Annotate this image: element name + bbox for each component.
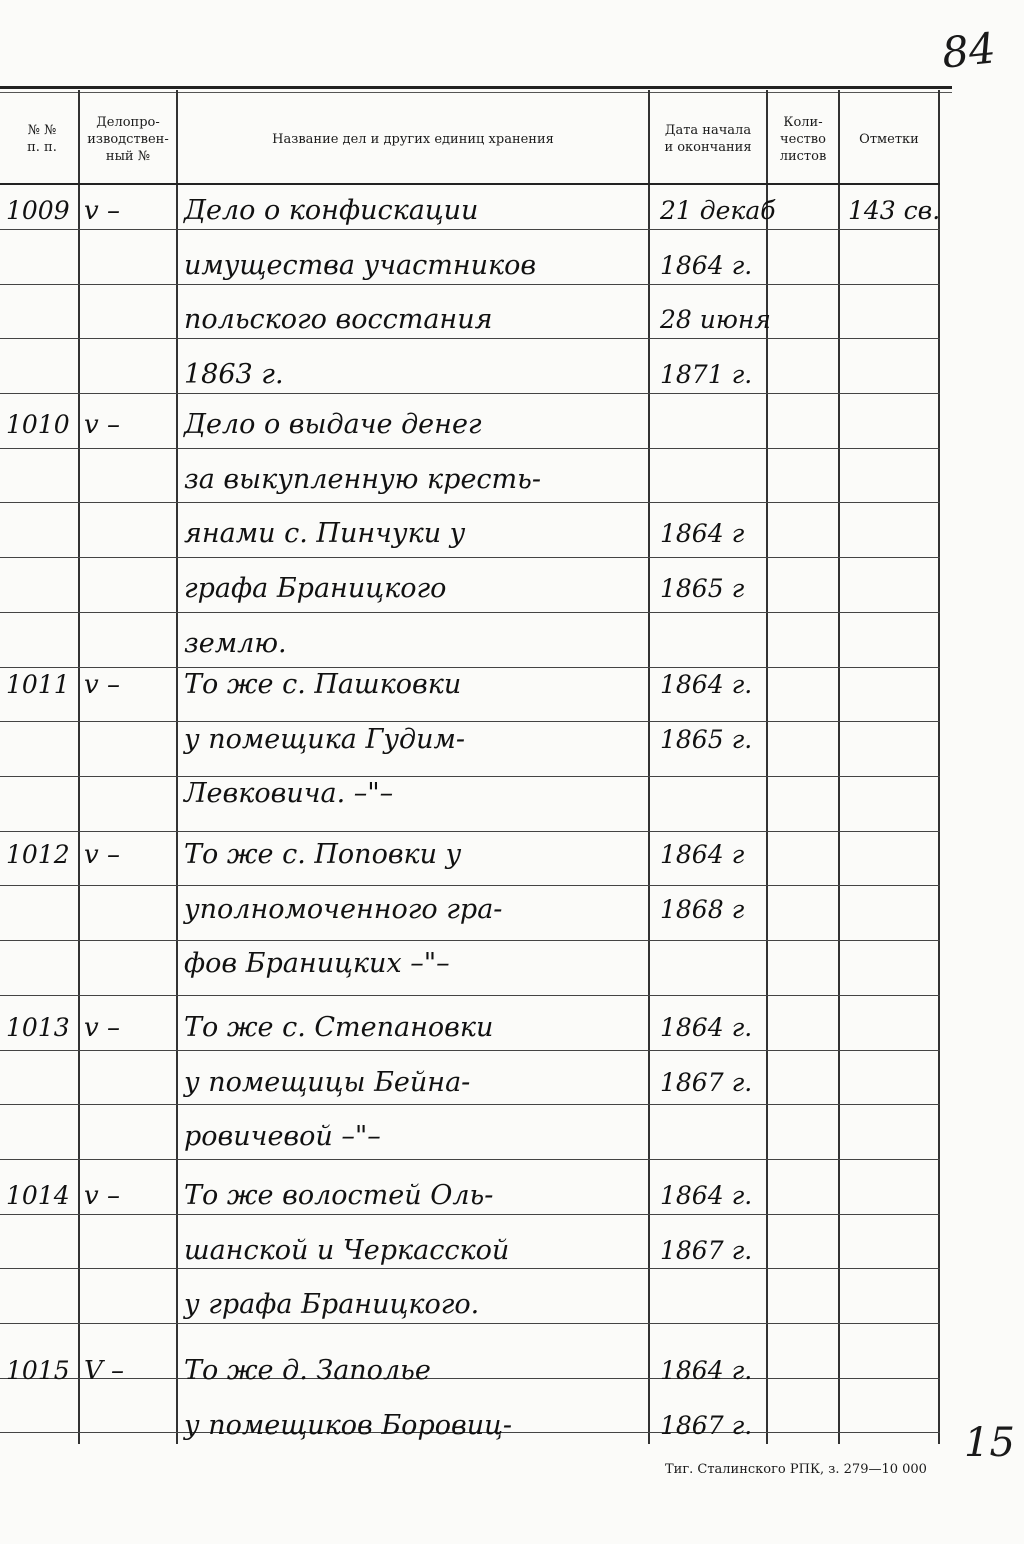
- ruled-line: [0, 557, 940, 558]
- header-title: Название дел и других единиц хранения: [272, 131, 554, 147]
- entry-check-mark: v –: [84, 840, 120, 870]
- entry-title-line: То же с. Степановки: [184, 1012, 494, 1043]
- ruled-line: [0, 1378, 940, 1379]
- entry-check-mark: V –: [84, 1356, 125, 1386]
- entry-title-line: землю.: [184, 628, 287, 659]
- entry-date: 1871 г.: [660, 360, 753, 389]
- ruled-line: [0, 940, 940, 941]
- entry-number: 1015: [6, 1356, 70, 1385]
- entry-title-line: шанской и Черкасской: [184, 1235, 510, 1266]
- entry-title-line: фов Браницких –"–: [184, 948, 450, 979]
- header-notes: Отметки: [859, 131, 919, 147]
- entry-date: 1865 г: [660, 574, 745, 603]
- header-office-num: Делопро- изводствен- ный №: [87, 114, 169, 164]
- print-footer: Тиг. Сталинского РПК, з. 279—10 000: [665, 1462, 927, 1477]
- entry-check-mark: v –: [84, 1181, 120, 1211]
- ruled-line: [0, 776, 940, 777]
- entry-check-mark: v –: [84, 670, 120, 700]
- entry-date: 1867 г.: [660, 1411, 753, 1440]
- ruled-line: [0, 1323, 940, 1324]
- col-divider-3: [648, 90, 650, 1444]
- header-dates: Дата начала и окончания: [664, 123, 752, 155]
- ruled-line: [0, 1050, 940, 1051]
- ruled-line: [0, 338, 940, 339]
- table-top-rule-inner: [0, 92, 952, 93]
- col-divider-1: [78, 90, 80, 1444]
- ruled-line: [0, 612, 940, 613]
- col-divider-5: [838, 90, 840, 1444]
- header-sheets: Коли- чество листов: [779, 114, 827, 164]
- ruled-line: [0, 721, 940, 722]
- entry-title-line: за выкупленную кресть-: [184, 464, 541, 495]
- entry-title-line: польского восстания: [184, 304, 493, 335]
- entry-title-line: графа Браницкого: [184, 573, 447, 604]
- entry-title-line: уполномоченного гра-: [184, 894, 503, 925]
- ruled-line: [0, 1268, 940, 1269]
- entry-date: 21 декаб: [660, 196, 776, 225]
- ruled-line: [0, 667, 940, 668]
- table-top-rule: [0, 86, 952, 89]
- entry-check-mark: v –: [84, 410, 120, 440]
- entry-title-line: Дело о выдаче денег: [184, 409, 482, 440]
- entry-title-line: у графа Браницкого.: [184, 1289, 480, 1320]
- entry-title-line: То же с. Поповки у: [184, 839, 462, 870]
- entry-check-mark: v –: [84, 196, 120, 226]
- entry-date: 1864 г.: [660, 1356, 753, 1385]
- entry-date: 1867 г.: [660, 1236, 753, 1265]
- ruled-line: [0, 448, 940, 449]
- entry-title-line: Левковича. –"–: [184, 778, 394, 809]
- corner-mark: 15: [964, 1420, 1015, 1466]
- col-divider-2: [176, 90, 178, 1444]
- entry-title-line: 1863 г.: [184, 359, 284, 390]
- ruled-line: [0, 1104, 940, 1105]
- ruled-line: [0, 1159, 940, 1160]
- entry-title-line: ровичевой –"–: [184, 1121, 381, 1152]
- entry-number: 1011: [6, 670, 70, 699]
- entry-title-line: То же волостей Оль-: [184, 1180, 494, 1211]
- entry-title-line: То же с. Пашковки: [184, 669, 462, 700]
- entry-date: 1864 г.: [660, 670, 753, 699]
- col-divider-4: [766, 90, 768, 1444]
- entry-number: 1014: [6, 1181, 70, 1210]
- entry-date: 1864 г: [660, 519, 745, 548]
- entry-number: 1013: [6, 1013, 70, 1042]
- entry-date: 1864 г.: [660, 1013, 753, 1042]
- ruled-line: [0, 995, 940, 996]
- entry-date: 1864 г.: [660, 1181, 753, 1210]
- entry-date: 1864 г.: [660, 251, 753, 280]
- entry-number: 1010: [6, 410, 70, 439]
- ruled-line: [0, 885, 940, 886]
- entry-date: 1864 г: [660, 840, 745, 869]
- entry-title-line: имущества участников: [184, 250, 537, 281]
- entry-date: 1868 г: [660, 895, 745, 924]
- ruled-line: [0, 284, 940, 285]
- entry-number: 1009: [6, 196, 70, 225]
- entry-title-line: Дело о конфискации: [184, 195, 479, 226]
- entry-date: 1865 г.: [660, 725, 753, 754]
- entry-date: 28 июня: [660, 305, 771, 334]
- entry-note: 143 св.: [848, 196, 941, 225]
- ruled-line: [0, 502, 940, 503]
- ruled-line: [0, 229, 940, 230]
- entry-title-line: у помещиков Боровиц-: [184, 1410, 513, 1441]
- entry-number: 1012: [6, 840, 70, 869]
- col-divider-6: [938, 90, 940, 1444]
- entry-date: 1867 г.: [660, 1068, 753, 1097]
- entry-title-line: у помещика Гудим-: [184, 724, 466, 755]
- entry-title-line: у помещицы Бейна-: [184, 1067, 471, 1098]
- ruled-line: [0, 831, 940, 832]
- entry-title-line: То же д. Заполье: [184, 1355, 431, 1386]
- ruled-line: [0, 393, 940, 394]
- page-number: 84: [939, 23, 998, 78]
- header-num: № № п. п.: [27, 123, 57, 155]
- entry-check-mark: v –: [84, 1013, 120, 1043]
- ruled-line: [0, 1214, 940, 1215]
- header-bottom-rule: [0, 183, 940, 185]
- entry-title-line: янами с. Пинчуки у: [184, 518, 466, 549]
